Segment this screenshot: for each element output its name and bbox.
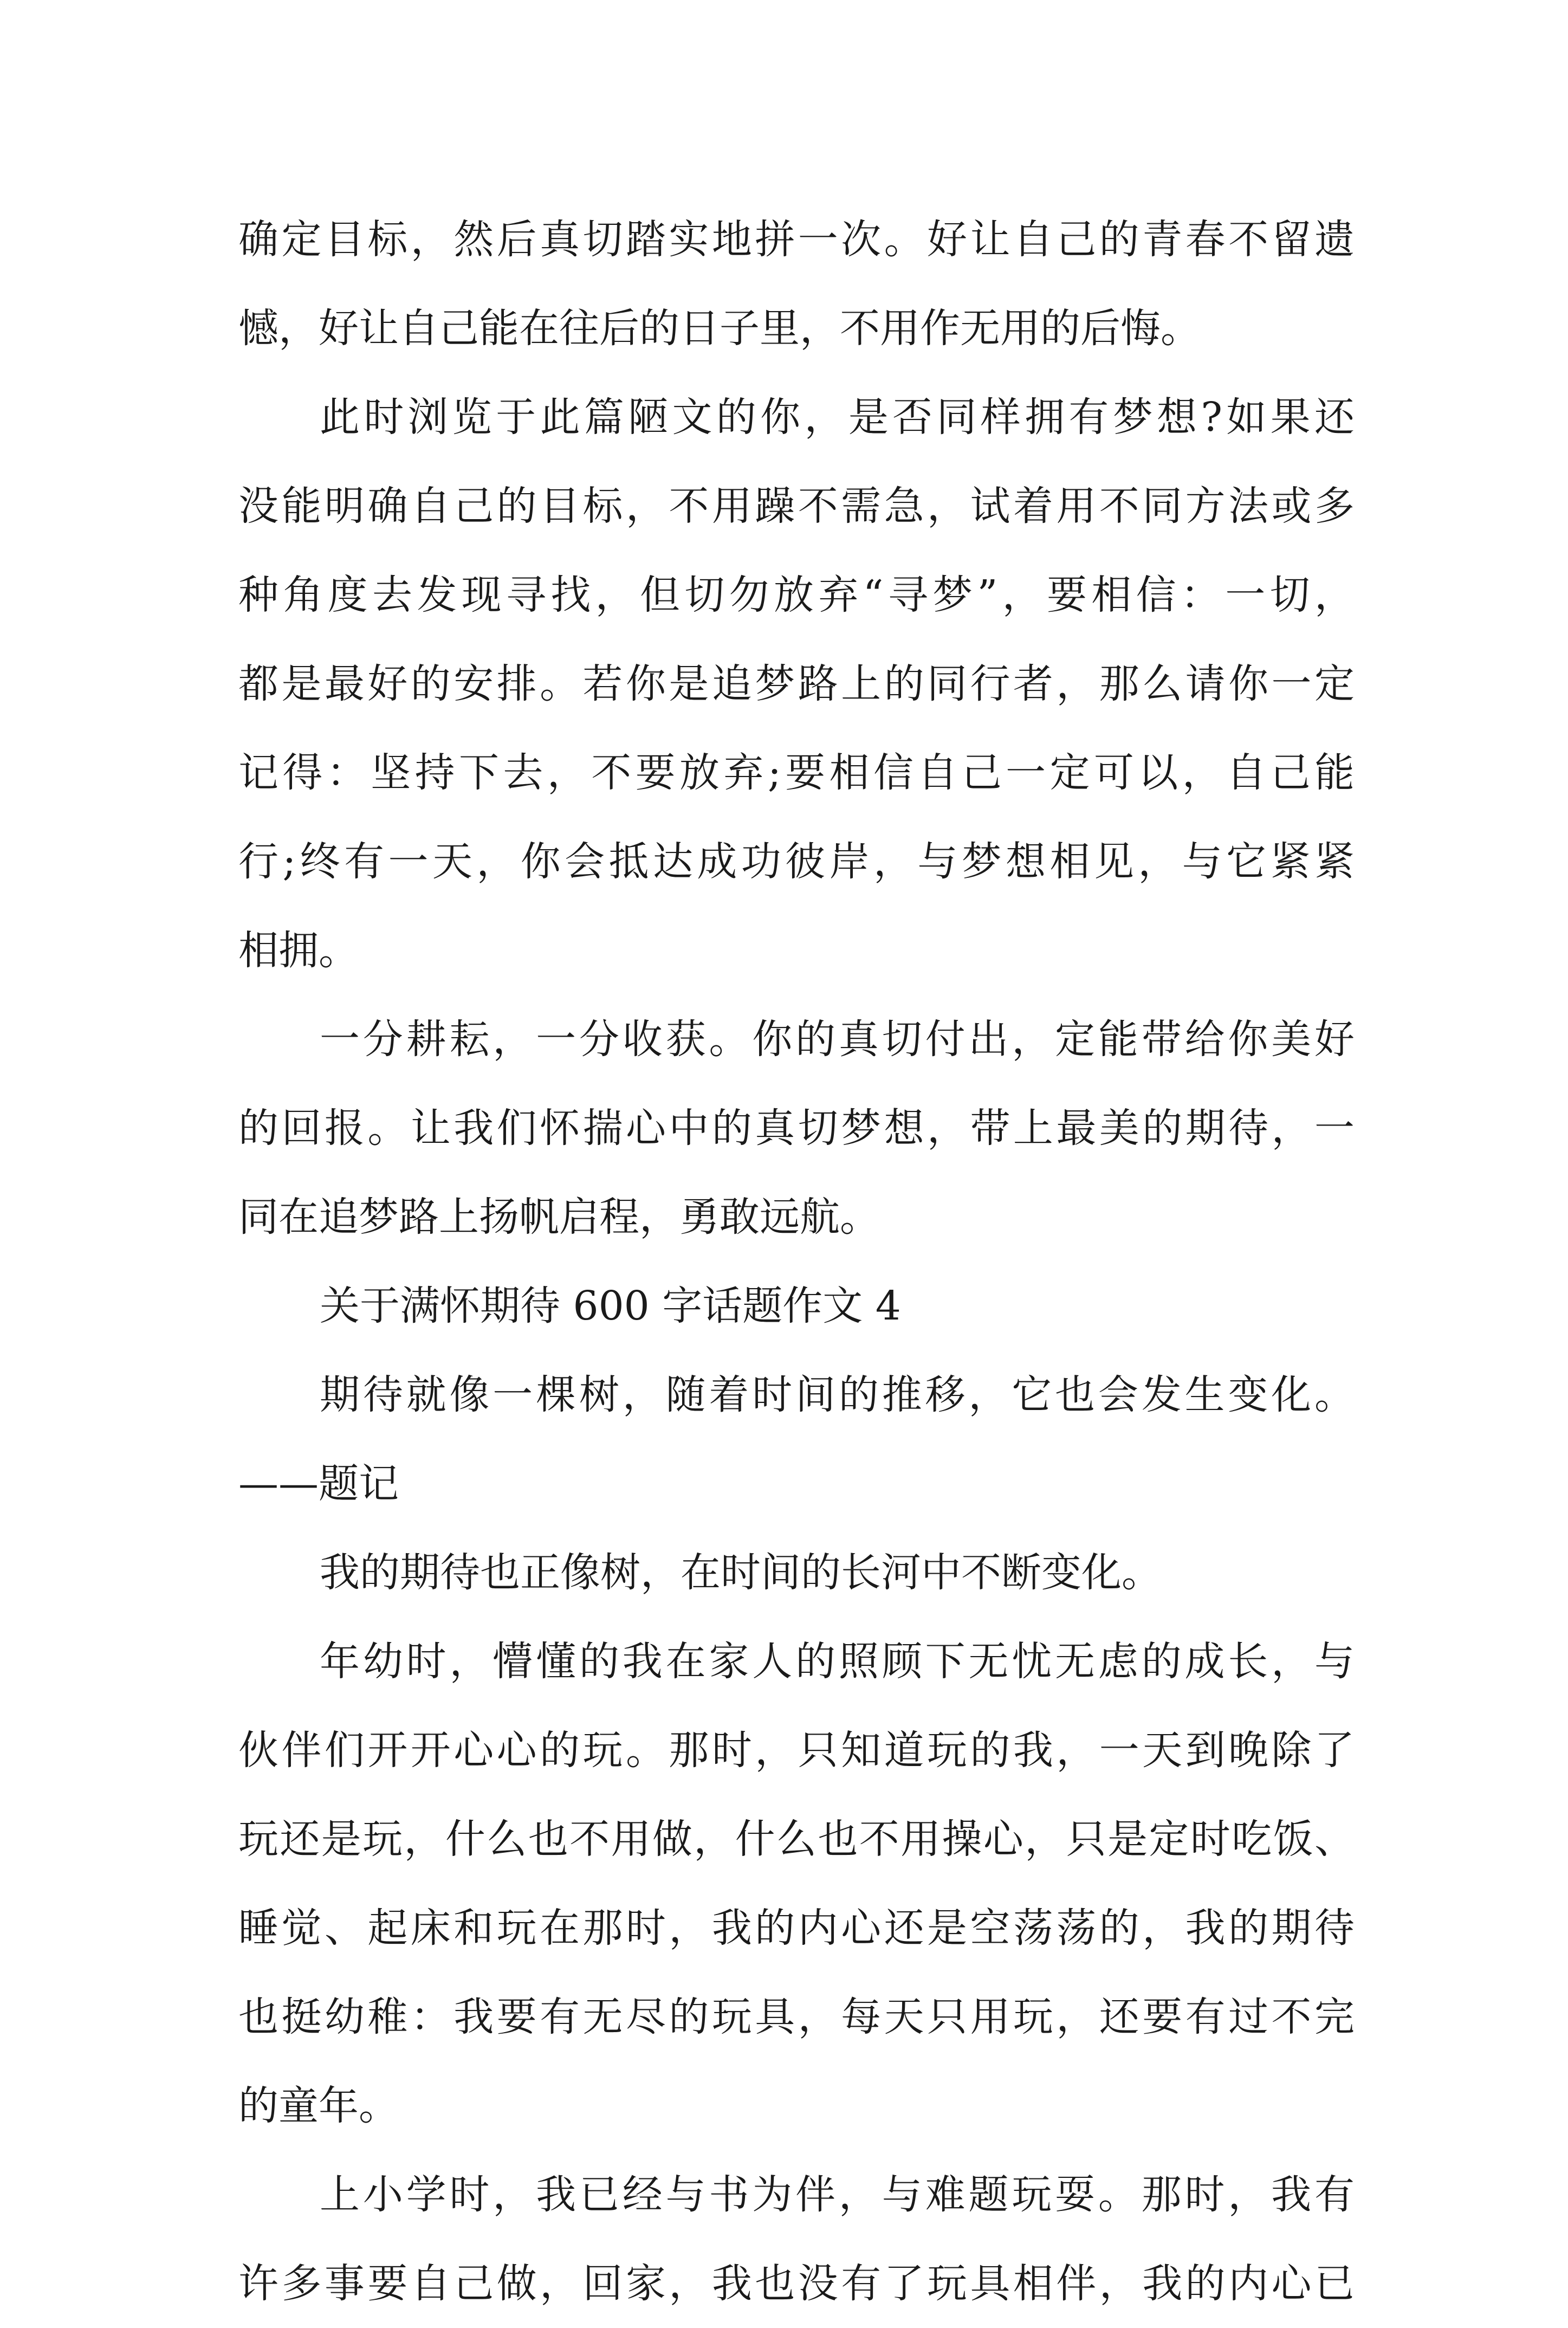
text-line: 睡觉、起床和玩在那时，我的内心还是空荡荡的，我的期待 [238, 1905, 1355, 1951]
text-line: 伙伴们开开心心的玩。那时，只知道玩的我，一天到晚除了 [238, 1727, 1355, 1774]
text-line: 的童年。 [238, 2083, 399, 2129]
text-line: 种角度去发现寻找，但切勿放弃“寻梦”，要相信：一切， [238, 572, 1355, 618]
text-line: 憾，好让自己能在往后的日子里，不用作无用的后悔。 [238, 305, 1201, 352]
section-heading: 关于满怀期待 600 字话题作文 4 [320, 1283, 901, 1329]
epigraph-attribution: ——题记 [238, 1460, 399, 1507]
text-line: 玩还是玩，什么也不用做，什么也不用操心，只是定时吃饭、 [238, 1816, 1355, 1863]
paragraph-first-line: 一分耕耘，一分收获。你的真切付出，定能带给你美好 [320, 1016, 1355, 1063]
text-line: 行;终有一天，你会抵达成功彼岸，与梦想相见，与它紧紧 [238, 838, 1355, 885]
text-line: 相拥。 [238, 927, 359, 974]
text-line: 记得：坚持下去，不要放弃;要相信自己一定可以，自己能 [238, 749, 1355, 796]
text-line: 确定目标，然后真切踏实地拼一次。好让自己的青春不留遗 [238, 216, 1355, 263]
text-line: 都是最好的安排。若你是追梦路上的同行者，那么请你一定 [238, 661, 1355, 707]
paragraph-first-line: 年幼时，懵懂的我在家人的照顾下无忧无虑的成长，与 [320, 1638, 1355, 1685]
text-line: 的回报。让我们怀揣心中的真切梦想，带上最美的期待，一 [238, 1105, 1355, 1152]
paragraph-first-line: 此时浏览于此篇陋文的你，是否同样拥有梦想?如果还 [320, 394, 1355, 441]
epigraph-line: 期待就像一棵树，随着时间的推移，它也会发生变化。 [320, 1372, 1355, 1418]
text-line: 同在追梦路上扬帆启程，勇敢远航。 [238, 1194, 880, 1240]
text-line: 也挺幼稚：我要有无尽的玩具，每天只用玩，还要有过不完 [238, 1994, 1355, 2040]
text-line: 许多事要自己做，回家，我也没有了玩具相伴，我的内心已 [238, 2260, 1355, 2307]
document-body [238, 195, 1355, 2328]
text-line: 没能明确自己的目标，不用躁不需急，试着用不同方法或多 [238, 483, 1355, 529]
paragraph-first-line: 上小学时，我已经与书为伴，与难题玩耍。那时，我有 [320, 2171, 1355, 2218]
paragraph-first-line: 我的期待也正像树，在时间的长河中不断变化。 [320, 1549, 1162, 1596]
